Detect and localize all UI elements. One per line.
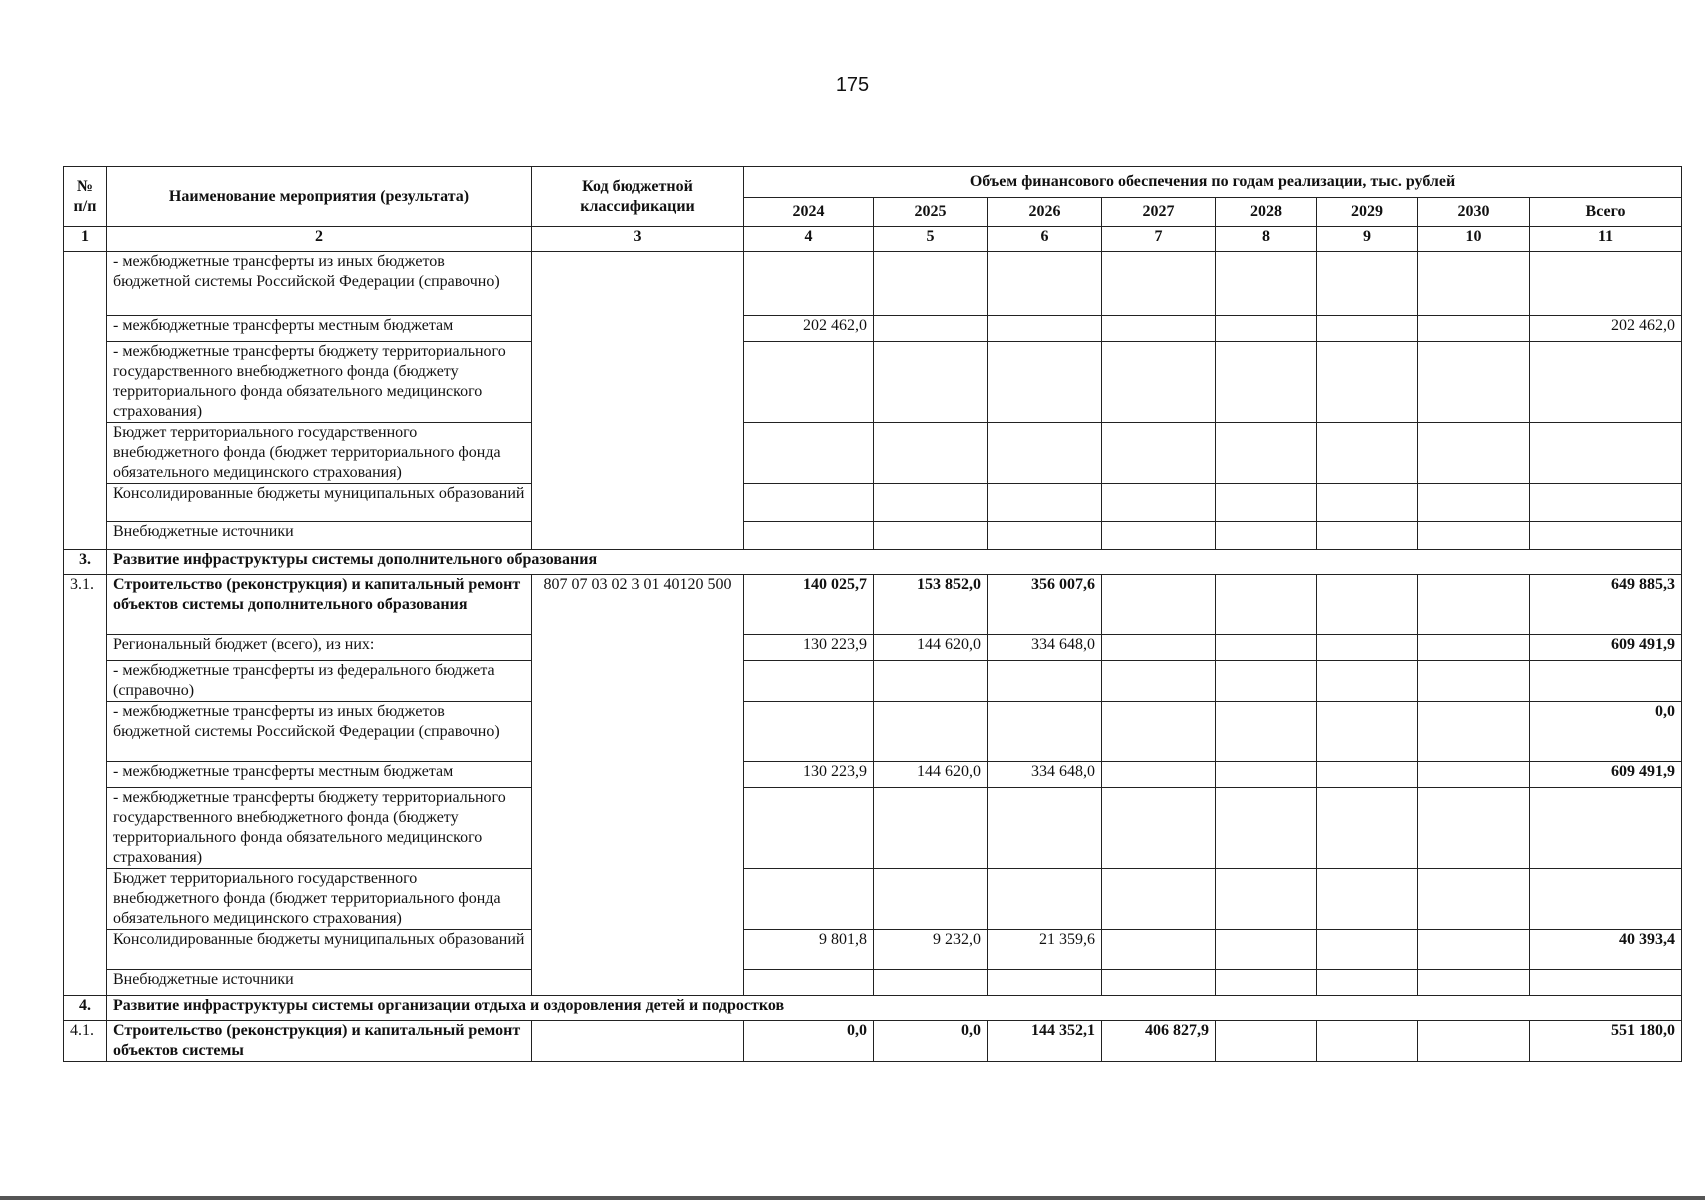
value-cell (744, 869, 874, 930)
column-number: 5 (874, 227, 988, 252)
section-number: 3. (64, 550, 107, 575)
table-row (64, 869, 1682, 930)
value-cell (1216, 484, 1317, 522)
value-cell: 130 223,9 (744, 635, 874, 661)
value-cell (874, 252, 988, 316)
table-row (64, 661, 1682, 702)
value-cell: 334 648,0 (988, 762, 1102, 788)
value-cell (1216, 702, 1317, 762)
value-cell (988, 423, 1102, 484)
value-cell (1317, 635, 1418, 661)
value-cell (1317, 1021, 1418, 1062)
value-cell (1418, 869, 1530, 930)
table-row (64, 762, 1682, 788)
value-cell (988, 316, 1102, 342)
column-number: 9 (1317, 227, 1418, 252)
row-number-cell (64, 252, 107, 550)
section-title: Развитие инфраструктуры системы организации отдыха и оздоровления детей и подростков (107, 996, 1682, 1021)
value-cell (1102, 252, 1216, 316)
value-cell (744, 522, 874, 550)
value-cell (1317, 252, 1418, 316)
value-cell (1317, 869, 1418, 930)
value-cell (988, 252, 1102, 316)
value-cell (988, 869, 1102, 930)
value-cell (988, 342, 1102, 423)
value-cell (1102, 522, 1216, 550)
value-cell (1102, 316, 1216, 342)
value-cell (744, 970, 874, 996)
value-cell: 0,0 (744, 1021, 874, 1062)
value-cell: 140 025,7 (744, 575, 874, 635)
value-cell (1317, 930, 1418, 970)
code-cell (532, 252, 744, 550)
value-cell: 153 852,0 (874, 575, 988, 635)
value-cell (874, 522, 988, 550)
value-cell (1418, 930, 1530, 970)
value-cell (1418, 970, 1530, 996)
value-cell (1418, 484, 1530, 522)
value-cell: 649 885,3 (1530, 575, 1682, 635)
row-name: Региональный бюджет (всего), из них: (107, 635, 532, 661)
value-cell (744, 661, 874, 702)
value-cell (988, 661, 1102, 702)
table-row (64, 316, 1682, 342)
row-name: - межбюджетные трансферты из иных бюджетов бюджетной системы Российской Федерации (справочно) (107, 702, 532, 762)
row-name: - межбюджетные трансферты бюджету территориального государственного внебюджетного фонда (бюджету территориального фонда обязательного медицинского страхования) (107, 788, 532, 869)
row-name: - межбюджетные трансферты местным бюджетам (107, 316, 532, 342)
row-name: Строительство (реконструкция) и капитальный ремонт объектов системы дополнительного образования (107, 575, 532, 635)
row-name: Бюджет территориального государственного внебюджетного фонда (бюджет территориального фонда обязательного медицинского страхования) (107, 869, 532, 930)
table-row (64, 423, 1682, 484)
value-cell (1418, 1021, 1530, 1062)
value-cell: 144 620,0 (874, 762, 988, 788)
table-row (64, 342, 1682, 423)
value-cell: 144 620,0 (874, 635, 988, 661)
value-cell (988, 788, 1102, 869)
value-cell (1530, 484, 1682, 522)
header-year: 2027 (1102, 198, 1216, 227)
page-number: 175 (835, 74, 870, 96)
value-cell (744, 484, 874, 522)
value-cell (1418, 423, 1530, 484)
value-cell (1317, 762, 1418, 788)
value-cell (1102, 930, 1216, 970)
value-cell (1216, 970, 1317, 996)
value-cell (1102, 661, 1216, 702)
header-year: 2029 (1317, 198, 1418, 227)
row-name: Консолидированные бюджеты муниципальных образований (107, 484, 532, 522)
header-year: 2028 (1216, 198, 1317, 227)
value-cell (1216, 661, 1317, 702)
header-year: 2026 (988, 198, 1102, 227)
value-cell (1317, 575, 1418, 635)
value-cell (1317, 661, 1418, 702)
value-cell (1317, 702, 1418, 762)
column-number: 11 (1530, 227, 1682, 252)
value-cell (1418, 522, 1530, 550)
value-cell (1102, 342, 1216, 423)
row-number-cell: 3.1. (64, 575, 107, 996)
value-cell (988, 484, 1102, 522)
value-cell (1216, 522, 1317, 550)
value-cell (1418, 762, 1530, 788)
value-cell: 144 352,1 (988, 1021, 1102, 1062)
table-row (64, 575, 1682, 635)
table-row (64, 788, 1682, 869)
value-cell: 0,0 (1530, 702, 1682, 762)
value-cell (1216, 1021, 1317, 1062)
header-year: 2025 (874, 198, 988, 227)
value-cell: 21 359,6 (988, 930, 1102, 970)
row-name: Внебюджетные источники (107, 522, 532, 550)
table-row (64, 970, 1682, 996)
value-cell: 9 232,0 (874, 930, 988, 970)
value-cell: 202 462,0 (1530, 316, 1682, 342)
column-number: 6 (988, 227, 1102, 252)
value-cell (1102, 788, 1216, 869)
value-cell (1102, 423, 1216, 484)
table-row (64, 930, 1682, 970)
value-cell (744, 252, 874, 316)
value-cell (1216, 423, 1317, 484)
value-cell (988, 970, 1102, 996)
value-cell (1216, 762, 1317, 788)
column-number-row (64, 227, 1682, 252)
value-cell (1530, 252, 1682, 316)
column-number: 8 (1216, 227, 1317, 252)
header-volume: Объем финансового обеспечения по годам реализации, тыс. рублей (744, 167, 1682, 198)
scan-edge (0, 1196, 1705, 1200)
value-cell (1102, 575, 1216, 635)
value-cell (1418, 252, 1530, 316)
value-cell (1418, 575, 1530, 635)
value-cell: 334 648,0 (988, 635, 1102, 661)
value-cell (1102, 702, 1216, 762)
value-cell (874, 970, 988, 996)
value-cell (1102, 635, 1216, 661)
value-cell: 40 393,4 (1530, 930, 1682, 970)
value-cell (1530, 788, 1682, 869)
value-cell (1216, 316, 1317, 342)
value-cell (874, 423, 988, 484)
value-cell (1216, 869, 1317, 930)
value-cell: 609 491,9 (1530, 635, 1682, 661)
value-cell (744, 702, 874, 762)
value-cell (1530, 869, 1682, 930)
value-cell (1418, 788, 1530, 869)
value-cell (874, 342, 988, 423)
row-number-cell: 4.1. (64, 1021, 107, 1062)
value-cell (874, 316, 988, 342)
value-cell (988, 522, 1102, 550)
value-cell: 609 491,9 (1530, 762, 1682, 788)
row-name: - межбюджетные трансферты из федерального бюджета (справочно) (107, 661, 532, 702)
value-cell: 551 180,0 (1530, 1021, 1682, 1062)
code-cell: 807 07 03 02 3 01 40120 500 (532, 575, 744, 996)
header-num: № п/п (64, 167, 107, 227)
value-cell (874, 661, 988, 702)
table-row (64, 1021, 1682, 1062)
value-cell (1317, 522, 1418, 550)
value-cell (874, 702, 988, 762)
table-row (64, 484, 1682, 522)
value-cell (1317, 342, 1418, 423)
row-name: Консолидированные бюджеты муниципальных образований (107, 930, 532, 970)
header-year: Всего (1530, 198, 1682, 227)
value-cell: 130 223,9 (744, 762, 874, 788)
section-number: 4. (64, 996, 107, 1021)
budget-table (63, 166, 1682, 1062)
value-cell (1530, 342, 1682, 423)
header-year: 2030 (1418, 198, 1530, 227)
value-cell (1418, 635, 1530, 661)
value-cell (1317, 423, 1418, 484)
column-number: 2 (107, 227, 532, 252)
value-cell (1530, 423, 1682, 484)
value-cell (744, 788, 874, 869)
value-cell (1102, 869, 1216, 930)
value-cell (1317, 970, 1418, 996)
value-cell (1102, 484, 1216, 522)
value-cell (988, 702, 1102, 762)
value-cell: 9 801,8 (744, 930, 874, 970)
value-cell: 0,0 (874, 1021, 988, 1062)
table-header (64, 167, 1682, 227)
column-number: 10 (1418, 227, 1530, 252)
section-row (64, 996, 1682, 1021)
value-cell: 202 462,0 (744, 316, 874, 342)
column-number: 4 (744, 227, 874, 252)
row-name: Строительство (реконструкция) и капитальный ремонт объектов системы (107, 1021, 532, 1062)
row-name: - межбюджетные трансферты из иных бюджетов бюджетной системы Российской Федерации (справочно) (107, 252, 532, 316)
value-cell (1530, 661, 1682, 702)
column-number: 7 (1102, 227, 1216, 252)
row-name: Бюджет территориального государственного внебюджетного фонда (бюджет территориального фонда обязательного медицинского страхования) (107, 423, 532, 484)
row-name: - межбюджетные трансферты местным бюджетам (107, 762, 532, 788)
value-cell (1317, 788, 1418, 869)
value-cell (1418, 316, 1530, 342)
header-year: 2024 (744, 198, 874, 227)
row-name: - межбюджетные трансферты бюджету территориального государственного внебюджетного фонда (бюджету территориального фонда обязательного медицинского страхования) (107, 342, 532, 423)
table-row (64, 635, 1682, 661)
value-cell (874, 869, 988, 930)
column-number: 1 (64, 227, 107, 252)
value-cell (1216, 252, 1317, 316)
value-cell (1102, 970, 1216, 996)
value-cell (1530, 970, 1682, 996)
header-code: Код бюджетной классификации (532, 167, 744, 227)
value-cell (1216, 930, 1317, 970)
value-cell: 406 827,9 (1102, 1021, 1216, 1062)
value-cell (874, 788, 988, 869)
value-cell (1317, 484, 1418, 522)
table-row (64, 522, 1682, 550)
code-cell (532, 1021, 744, 1062)
section-title: Развитие инфраструктуры системы дополнительного образования (107, 550, 1682, 575)
value-cell (1418, 342, 1530, 423)
row-name: Внебюджетные источники (107, 970, 532, 996)
value-cell (1216, 788, 1317, 869)
value-cell (1216, 342, 1317, 423)
value-cell (744, 423, 874, 484)
table-body (64, 227, 1682, 1062)
column-number: 3 (532, 227, 744, 252)
value-cell (744, 342, 874, 423)
header-name: Наименование мероприятия (результата) (107, 167, 532, 227)
table-row (64, 252, 1682, 316)
value-cell (874, 484, 988, 522)
value-cell: 356 007,6 (988, 575, 1102, 635)
value-cell (1216, 575, 1317, 635)
section-row (64, 550, 1682, 575)
value-cell (1418, 661, 1530, 702)
value-cell (1216, 635, 1317, 661)
value-cell (1102, 762, 1216, 788)
value-cell (1530, 522, 1682, 550)
table-row (64, 702, 1682, 762)
value-cell (1317, 316, 1418, 342)
value-cell (1418, 702, 1530, 762)
